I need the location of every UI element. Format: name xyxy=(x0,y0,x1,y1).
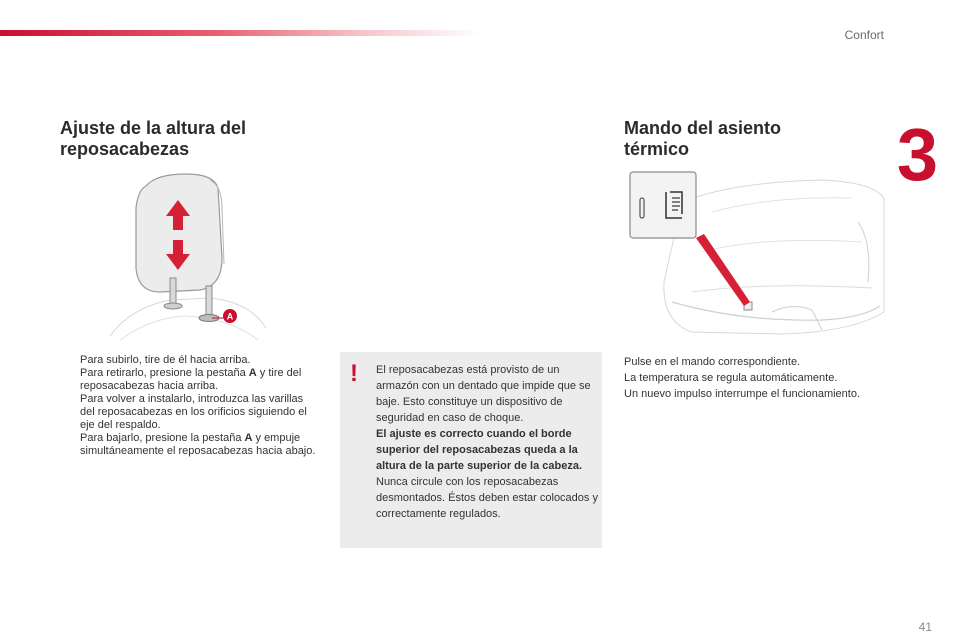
warning-icon: ! xyxy=(350,360,358,387)
heated-seat-instructions xyxy=(624,354,884,402)
step-bold: A xyxy=(248,367,257,379)
warning-text xyxy=(376,362,598,522)
headrest-illustration xyxy=(90,168,280,342)
heated-seat-section-title: Mando del asiento térmico xyxy=(624,118,782,159)
step-bold: A xyxy=(244,432,253,444)
heated-seat-illustration xyxy=(622,162,890,336)
headrest-section-title: Ajuste de la altura del reposacabezas xyxy=(60,118,247,159)
step-text: Para volver a instalarlo, introduzca las varillas del reposacabezas en los orificios siguiendo el eje del respaldo. xyxy=(80,393,307,431)
warning-paragraph-bold: El ajuste es correcto cuando el borde superior del reposacabezas queda a la altura de la parte superior de la cabeza. xyxy=(376,428,583,472)
chapter-name: Confort xyxy=(844,28,884,42)
warning-paragraph: Nunca circule con los reposacabezas desmontados. Éstos deben estar colocados y correctamente regulados. xyxy=(376,476,598,520)
step-text: y empuje simultáneamente el reposacabezas hacia abajo. xyxy=(80,432,316,457)
chapter-number: 3 xyxy=(896,113,938,196)
list-item xyxy=(62,354,318,367)
instruction-line: Pulse en el mando correspondiente. xyxy=(624,356,801,368)
step-text: Para retirarlo, presione la pestaña xyxy=(80,367,249,379)
list-item xyxy=(62,432,318,458)
callout-a-label: A xyxy=(226,311,234,322)
step-text: Para bajarlo, presione la pestaña xyxy=(80,432,245,444)
step-text: Para subirlo, tire de él hacia arriba. xyxy=(80,354,251,366)
step-text: y tire del reposacabezas hacia arriba. xyxy=(80,367,302,392)
instruction-line: Un nuevo impulso interrumpe el funcionamiento. xyxy=(624,388,861,400)
warning-box xyxy=(340,352,602,548)
instruction-line: La temperatura se regula automáticamente. xyxy=(624,372,838,384)
header-gradient-bar xyxy=(0,30,480,36)
page-number: 41 xyxy=(918,620,932,634)
list-item xyxy=(62,367,318,393)
list-item xyxy=(62,393,318,432)
warning-paragraph: El reposacabezas está provisto de un armazón con un dentado que impide que se baje. Esto constituye un dispositivo de seguridad en caso de choque. xyxy=(376,364,591,424)
headrest-instructions xyxy=(62,354,318,458)
